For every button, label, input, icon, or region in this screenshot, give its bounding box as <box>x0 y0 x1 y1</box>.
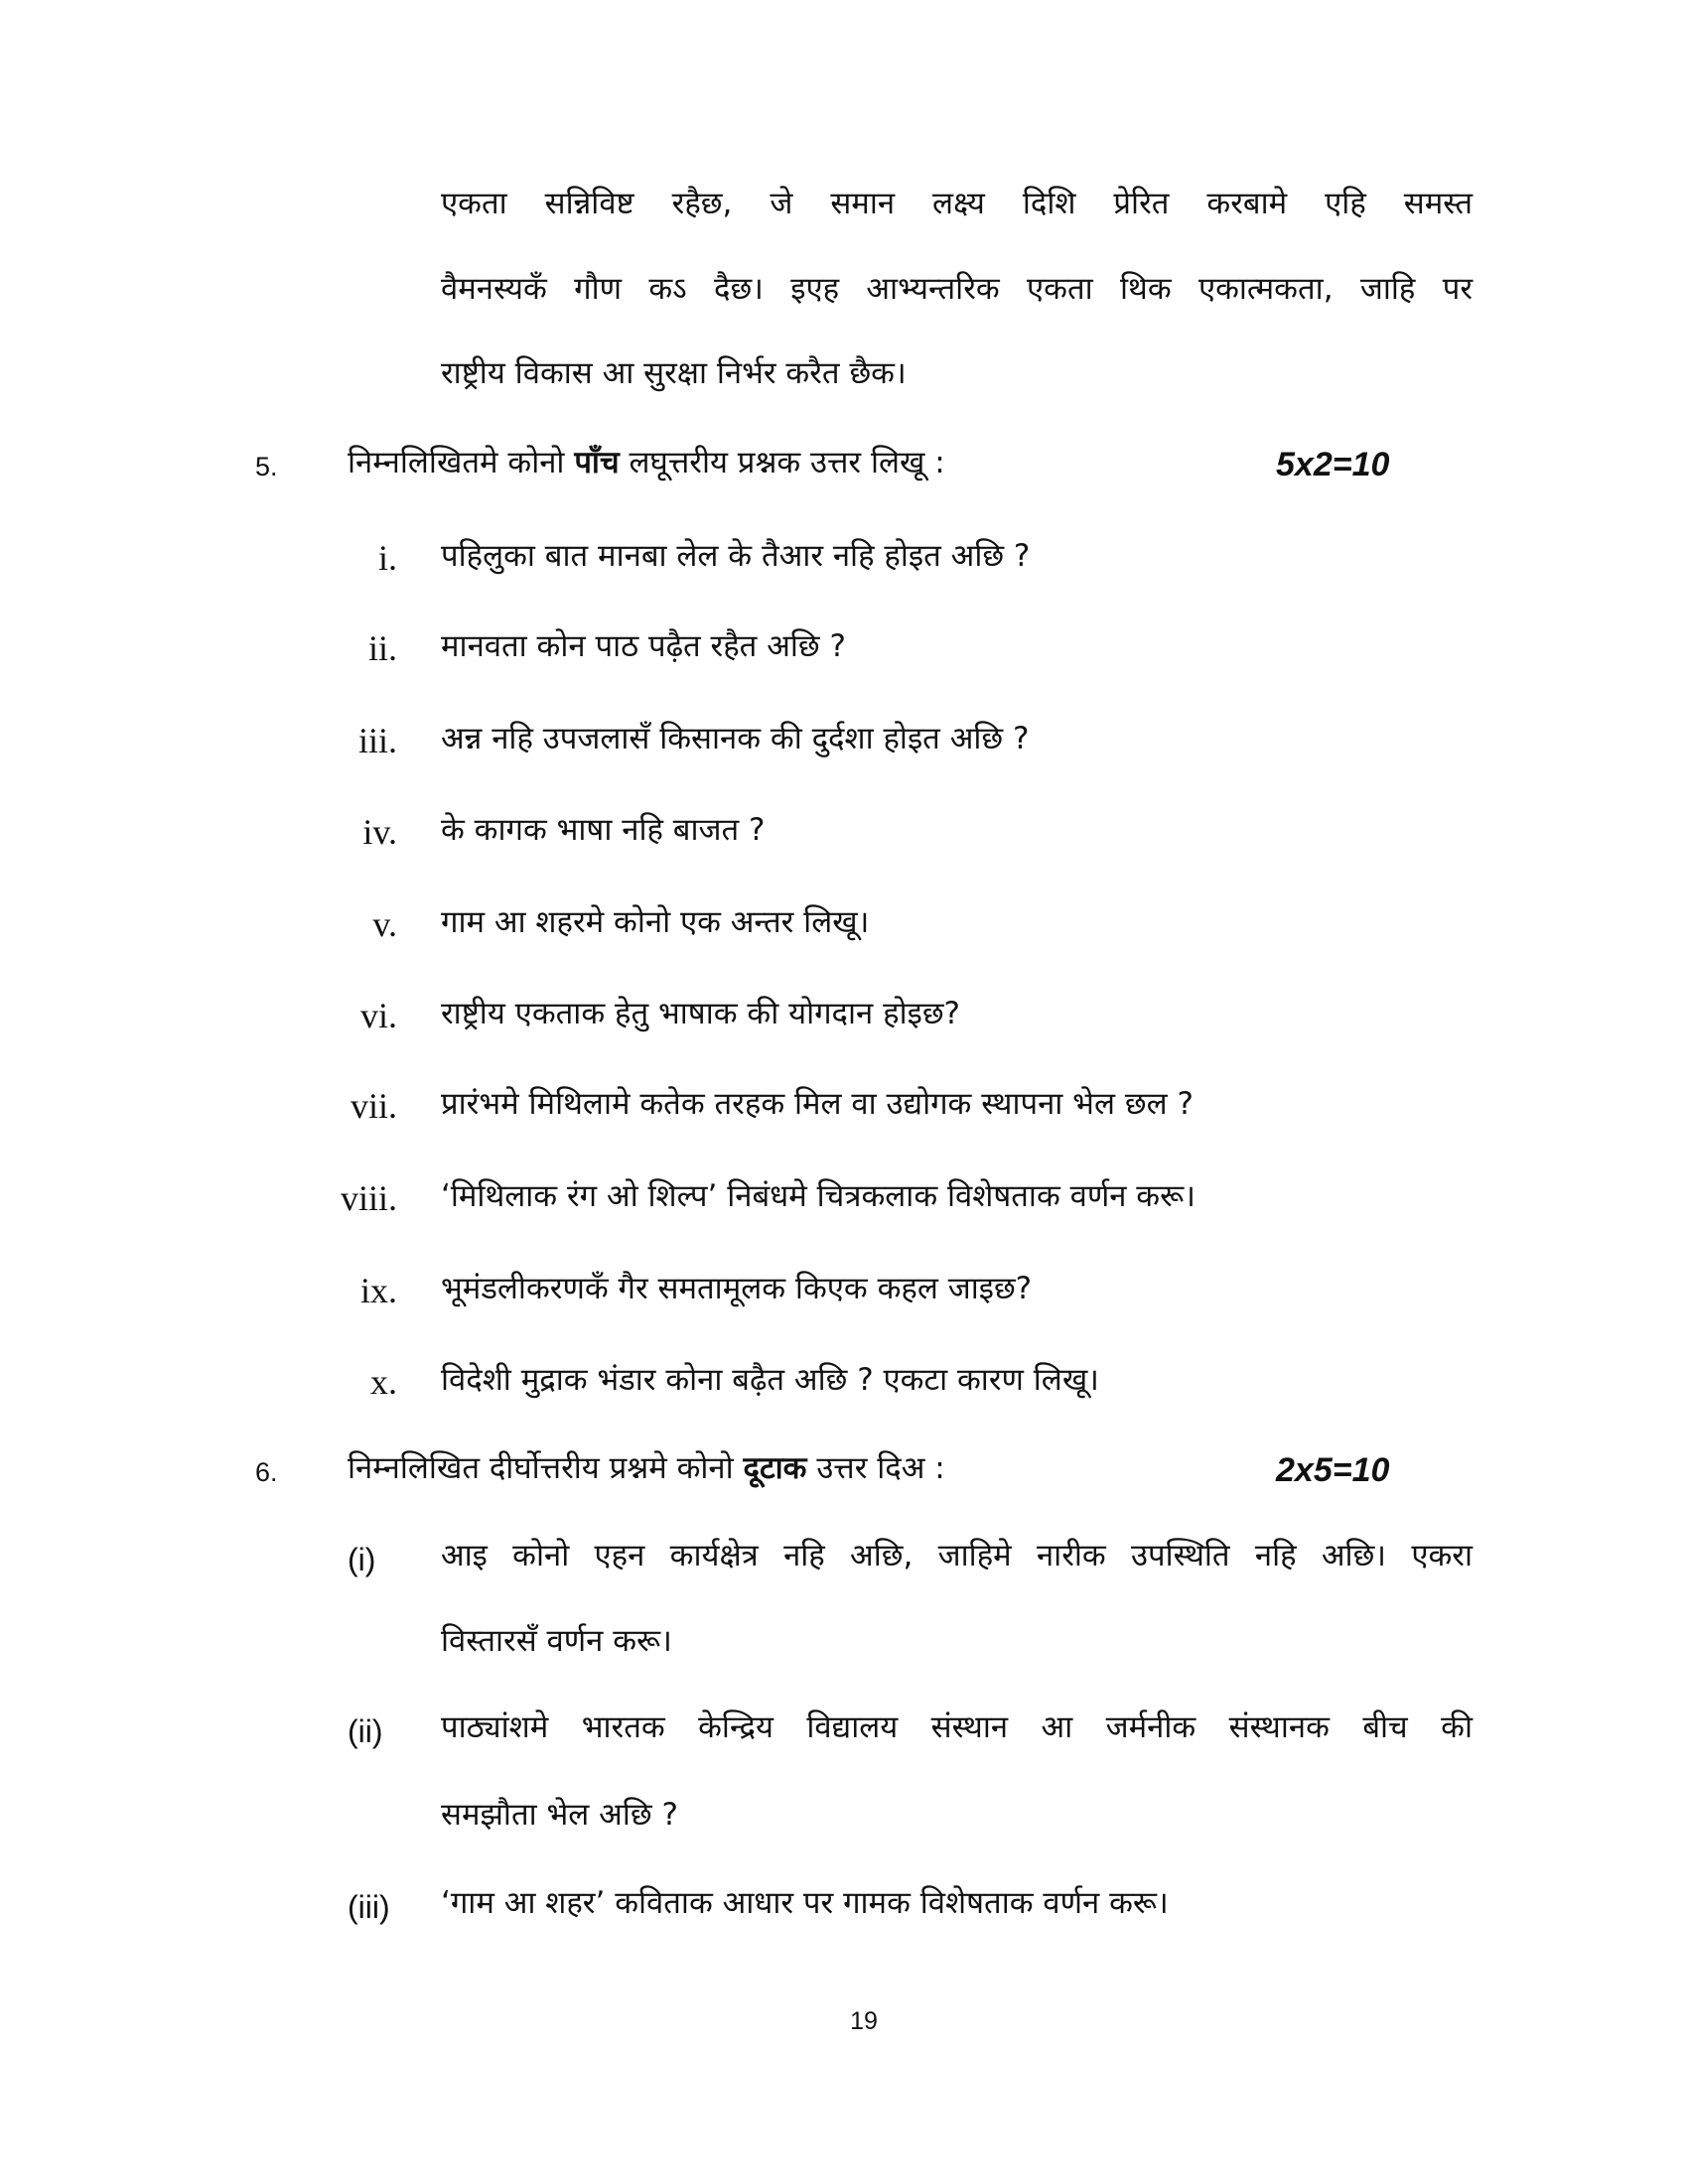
item-label: viii. <box>340 1178 397 1218</box>
instruction-text: लघूत्तरीय प्रश्नक उत्तर लिखू : <box>629 445 945 480</box>
item-text: समझौता भेल अछि ? <box>441 1797 678 1833</box>
item-text: आइ कोनो एहन कार्यक्षेत्र नहि अछि, जाहिमे नारीक उपस्थिति नहि अछि। एकरा <box>441 1538 1473 1573</box>
list-item: प्रारंभमे मिथिलामे कतेक तरहक मिल वा उद्योगक स्थापना भेल छल ? <box>441 1086 1194 1122</box>
paragraph-line: एकता सन्निविष्ट रहैछ, जे समान लक्ष्य दिशि प्रेरित करबामे एहि समस्त <box>441 186 1473 221</box>
instruction-text: निम्नलिखित दीर्घोत्तरीय प्रश्नमे कोनो <box>348 1450 734 1486</box>
list-item: राष्ट्रीय एकताक हेतु भाषाक की योगदान होइछ? <box>441 996 960 1031</box>
item-label: i. <box>377 538 397 578</box>
paragraph-line: वैमनस्यकँ गौण कऽ दैछ। इएह आभ्यन्तरिक एकता थिक एकात्मकता, जाहि पर <box>441 271 1473 307</box>
item-label: x. <box>370 1362 397 1402</box>
item-label: ix. <box>359 1271 397 1310</box>
list-item: मानवता कोन पाठ पढ़ैत रहैत अछि ? <box>441 628 846 664</box>
item-label: v. <box>372 904 397 944</box>
list-item: पहिलुका बात मानबा लेल के तैआर नहि होइत अछि ? <box>441 538 1031 574</box>
question-number: 5. <box>255 452 278 481</box>
instruction-text: उत्तर दिअ : <box>816 1450 945 1486</box>
item-label: ii. <box>367 628 397 668</box>
question-number: 6. <box>255 1457 278 1487</box>
marks-label: 2x5=10 <box>1276 1451 1390 1489</box>
list-item: गाम आ शहरमे कोनो एक अन्तर लिखू। <box>441 904 870 940</box>
question-instruction <box>348 445 945 480</box>
instruction-emphasis: दूटाक <box>743 1450 807 1486</box>
item-label: vii. <box>350 1086 397 1126</box>
item-label: iv. <box>362 812 397 852</box>
item-text: विस्तारसँ वर्णन करू। <box>441 1623 672 1659</box>
item-label: (ii) <box>348 1713 383 1749</box>
item-text: पाठ्यांशमे भारतक केन्द्रिय विद्यालय संस्थान आ जर्मनीक संस्थानक बीच की <box>441 1709 1473 1745</box>
item-label: (i) <box>348 1542 376 1577</box>
item-label: (iii) <box>348 1889 390 1925</box>
question-instruction <box>348 1450 945 1486</box>
list-item: अन्न नहि उपजलासँ किसानक की दुर्दशा होइत अछि ? <box>441 721 1030 756</box>
marks-label: 5x2=10 <box>1276 446 1390 483</box>
list-item: के कागक भाषा नहि बाजत ? <box>441 812 766 848</box>
item-text: ‘गाम आ शहर’ कविताक आधार पर गामक विशेषताक वर्णन करू। <box>441 1885 1169 1921</box>
item-label: iii. <box>357 721 397 760</box>
instruction-text: निम्नलिखितमे कोनो <box>348 445 565 480</box>
item-label: vi. <box>359 996 397 1035</box>
instruction-emphasis: पाँच <box>574 445 620 480</box>
list-item: विदेशी मुद्राक भंडार कोना बढ़ैत अछि ? एकटा कारण लिखू। <box>441 1362 1099 1398</box>
paragraph-line: राष्ट्रीय विकास आ सुरक्षा निर्भर करैत छैक। <box>441 355 907 391</box>
page-number: 19 <box>850 2007 878 2035</box>
list-item: ‘मिथिलाक रंग ओ शिल्प’ निबंधमे चित्रकलाक विशेषताक वर्णन करू। <box>441 1178 1196 1214</box>
list-item: भूमंडलीकरणकँ गैर समतामूलक किएक कहल जाइछ? <box>441 1271 1033 1306</box>
